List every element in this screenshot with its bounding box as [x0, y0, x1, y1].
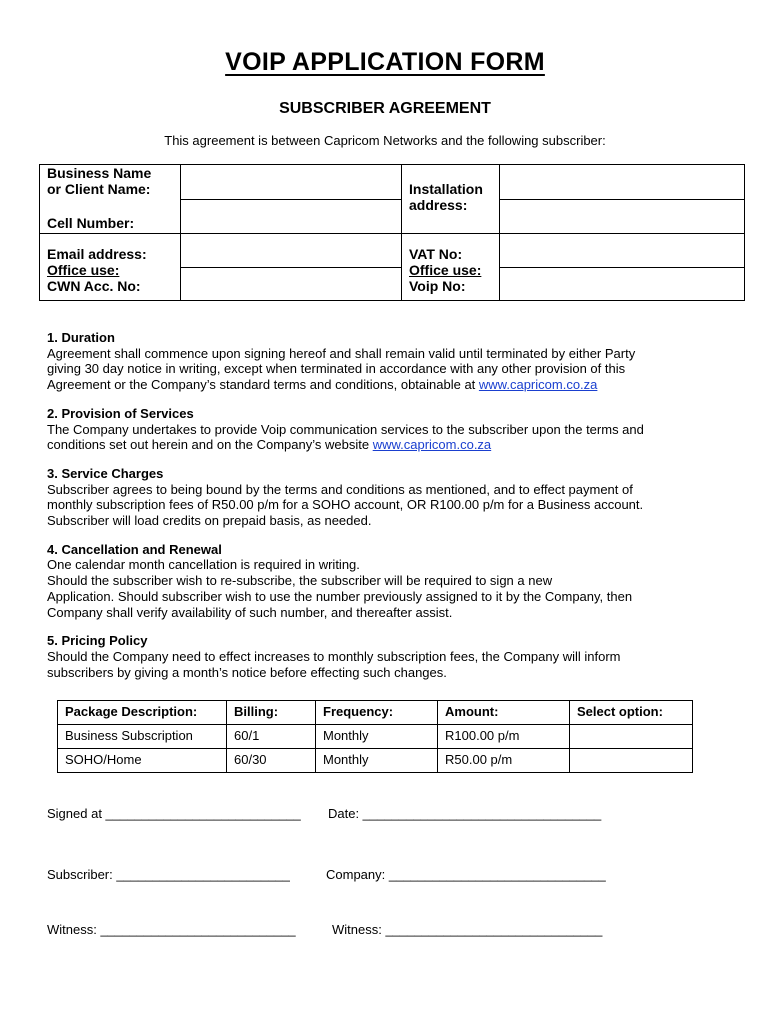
section-line: Application. Should subscriber wish to use the number previously assigned to it by the Company, then: [47, 588, 633, 604]
billing-cell: 60/30: [227, 749, 316, 773]
select-option-soho[interactable]: [570, 749, 693, 773]
section-heading: 4. Cancellation and Renewal: [47, 541, 222, 557]
date-field[interactable]: Date: _________________________________: [328, 806, 602, 821]
business-name-label: Business Name: [47, 165, 152, 181]
section-line: Agreement shall commence upon signing hereof and shall remain valid until terminated by either Party: [47, 345, 636, 361]
section-heading: 2. Provision of Services: [47, 405, 194, 421]
voip-no-label: Voip No:: [409, 278, 466, 294]
header-package-description: Package Description:: [58, 701, 227, 725]
section-line: Subscriber will load credits on prepaid basis, as needed.: [47, 513, 372, 529]
section-heading: 3. Service Charges: [47, 465, 164, 481]
cell-number-label: Cell Number:: [47, 215, 135, 231]
cwn-acc-label: CWN Acc. No:: [47, 278, 141, 294]
section-service-charges: [47, 466, 727, 529]
installation-label-cell: [402, 165, 500, 234]
package-description-cell: SOHO/Home: [58, 749, 227, 773]
voip-no-input[interactable]: [507, 268, 737, 300]
installation-address-input-2[interactable]: [507, 200, 737, 233]
section-heading: 1. Duration: [47, 330, 115, 345]
title-text: VOIP APPLICATION FORM: [225, 48, 545, 76]
table-header-row: [58, 701, 693, 725]
email-input[interactable]: [181, 234, 401, 268]
section-line: conditions set out herein and on the Company’s website: [47, 437, 373, 453]
vat-cell[interactable]: [500, 234, 745, 301]
company-signature-field[interactable]: Company: ______________________________: [326, 867, 606, 882]
office-use-label-left: Office use:: [47, 262, 120, 278]
subscriber-signature-field[interactable]: Subscriber: ________________________: [47, 867, 290, 882]
section-line: subscribers by giving a month’s notice before effecting such changes.: [47, 664, 447, 680]
pricing-table: [57, 700, 693, 773]
section-line: Company shall verify availability of such number, and thereafter assist.: [47, 604, 453, 620]
section-line: Agreement or the Company’s standard terms and conditions, obtainable at: [47, 377, 479, 393]
capricom-website-link[interactable]: www.capricom.co.za: [478, 377, 598, 393]
section-cancellation: [47, 542, 727, 621]
section-line: monthly subscription fees of R50.00 p/m for a SOHO account, OR R100.00 p/m for a Business account.: [47, 497, 644, 513]
installation-address-cell[interactable]: [500, 165, 745, 234]
vat-label-cell: [402, 234, 500, 301]
section-duration: [47, 330, 727, 393]
witness-signature-right[interactable]: Witness: ______________________________: [332, 922, 603, 937]
section-line: Should the subscriber wish to re-subscribe, the subscriber will be required to sign a new: [47, 573, 553, 589]
email-label-cell: [40, 234, 181, 301]
header-select-option: Select option:: [570, 701, 693, 725]
header-billing: Billing:: [227, 701, 316, 725]
frequency-cell: Monthly: [316, 725, 438, 749]
subtitle: SUBSCRIBER AGREEMENT: [279, 100, 491, 117]
vat-no-label: VAT No:: [409, 246, 463, 262]
section-line: Subscriber agrees to being bound by the terms and conditions as mentioned, and to effect payment of: [47, 481, 633, 497]
package-description-cell: Business Subscription: [58, 725, 227, 749]
agreement-sections: [47, 330, 727, 693]
business-name-input[interactable]: [181, 165, 401, 200]
section-pricing-policy: [47, 633, 727, 680]
office-use-label-right: Office use:: [409, 262, 482, 278]
table-row: [58, 749, 693, 773]
section-line: One calendar month cancellation is required in writing.: [47, 557, 360, 573]
select-option-business[interactable]: [570, 725, 693, 749]
amount-cell: R50.00 p/m: [438, 749, 570, 773]
section-line: The Company undertakes to provide Voip communication services to the subscriber upon the terms and: [47, 421, 644, 437]
address-label: address:: [409, 197, 468, 213]
cell-number-input[interactable]: [188, 200, 394, 233]
section-heading: 5. Pricing Policy: [47, 633, 148, 649]
page-title: [0, 48, 770, 77]
cwn-acc-input[interactable]: [188, 268, 394, 300]
business-name-cell-input[interactable]: [181, 165, 402, 234]
vat-no-input[interactable]: [500, 234, 744, 268]
intro-text: This agreement is between Capricom Networks and the following subscriber:: [164, 133, 606, 148]
section-provision-of-services: [47, 406, 727, 453]
subscriber-details-form: [39, 164, 745, 301]
billing-cell: 60/1: [227, 725, 316, 749]
signed-at-field[interactable]: Signed at ___________________________: [47, 806, 301, 821]
business-name-label-cell: [40, 165, 181, 234]
installation-address-input-1[interactable]: [500, 165, 744, 200]
witness-signature-left[interactable]: Witness: ___________________________: [47, 922, 296, 937]
capricom-website-link[interactable]: www.capricom.co.za: [372, 437, 492, 453]
header-frequency: Frequency:: [316, 701, 438, 725]
section-line: Should the Company need to effect increases to monthly subscription fees, the Company will inform: [47, 648, 621, 664]
email-label: Email address:: [47, 246, 147, 262]
frequency-cell: Monthly: [316, 749, 438, 773]
header-amount: Amount:: [438, 701, 570, 725]
table-row: [58, 725, 693, 749]
section-line: giving 30 day notice in writing, except when terminated in accordance with any other provision of this: [47, 361, 626, 377]
client-name-label: or Client Name:: [47, 181, 151, 197]
installation-label: Installation: [409, 181, 483, 197]
email-cell[interactable]: [181, 234, 402, 301]
amount-cell: R100.00 p/m: [438, 725, 570, 749]
